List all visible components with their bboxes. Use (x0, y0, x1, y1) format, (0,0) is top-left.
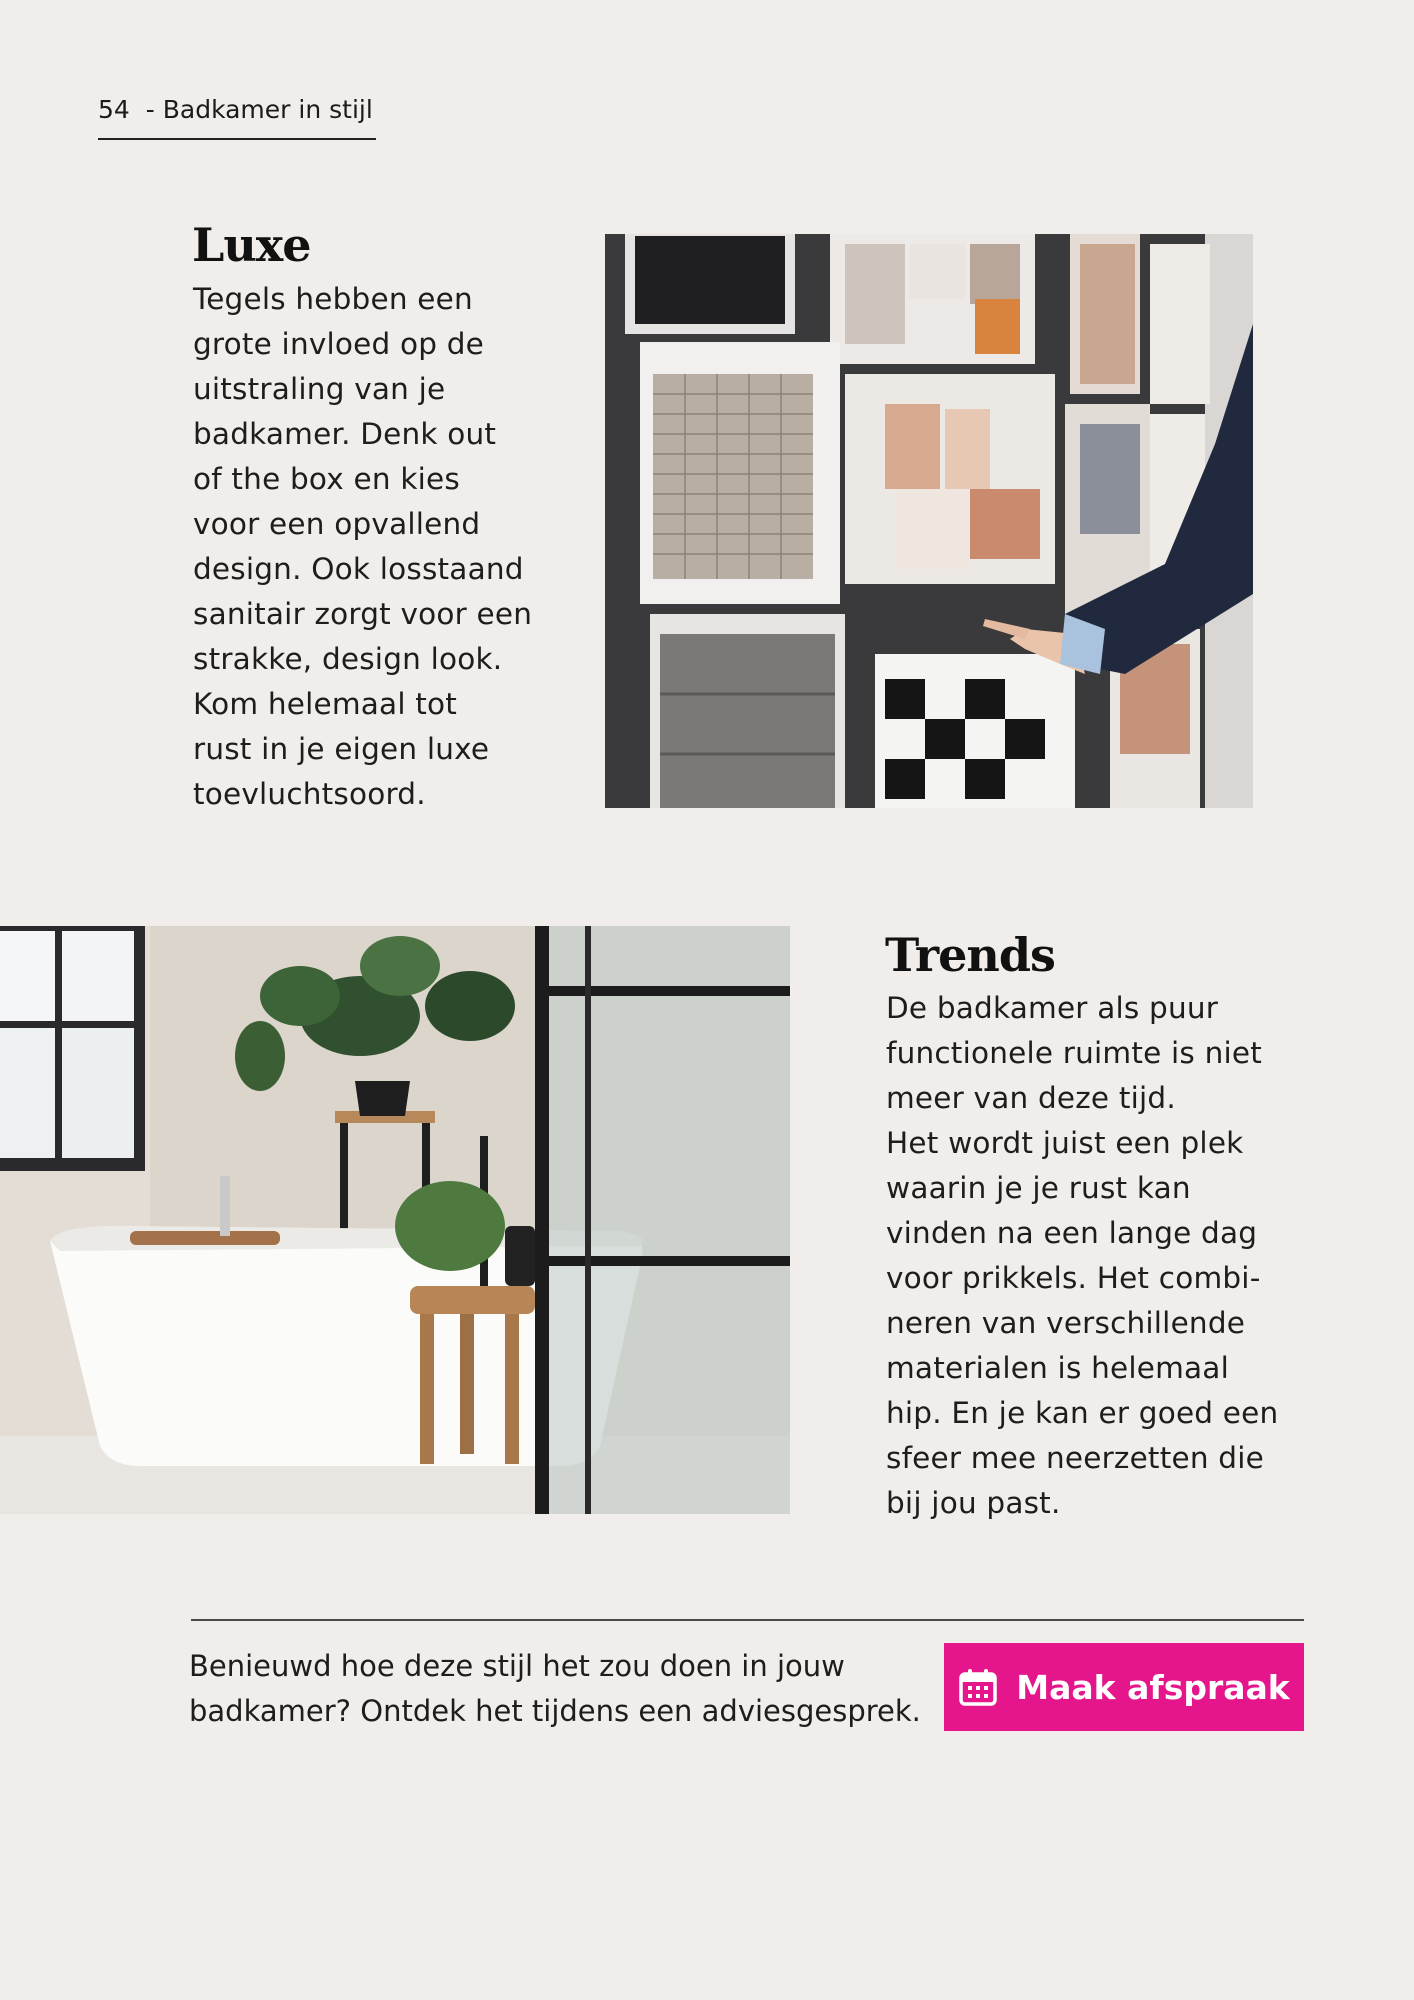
section-title: - Badkamer in stijl (145, 95, 373, 124)
divider (191, 1619, 1304, 1621)
luxe-text: Tegels hebben een grote invloed op de uitstraling van je badkamer. Denk out of the box en kies voor een opvallend design. Ook losstaand sanitair zorgt voor een strakke, design look. Kom helemaal tot rust in je eigen luxe toevluchtsoord. (193, 282, 533, 811)
trends-text: De badkamer als puur functionele ruimte is niet meer van deze tijd. Het wordt juist een plek waarin je je rust kan vinden na een lange dag voor prikkels. Het combi- neren van verschillende materialen is helemaal hip. En je kan er goed een sfeer mee neerzetten die bij jou past. (886, 991, 1279, 1520)
bathroom-photo (0, 926, 790, 1514)
make-appointment-label: Maak afspraak (1016, 1667, 1290, 1707)
trends-heading: Trends (885, 928, 1055, 982)
page-header (98, 88, 376, 140)
page-number: 54 (98, 95, 130, 124)
calendar-icon (958, 1667, 998, 1707)
tile-showroom-photo (605, 234, 1253, 808)
cta-text: Benieuwd hoe deze stijl het zou doen in jouw badkamer? Ontdek het tijdens een adviesgesprek. (189, 1649, 921, 1728)
luxe-heading: Luxe (192, 218, 311, 272)
make-appointment-button[interactable] (944, 1643, 1304, 1731)
